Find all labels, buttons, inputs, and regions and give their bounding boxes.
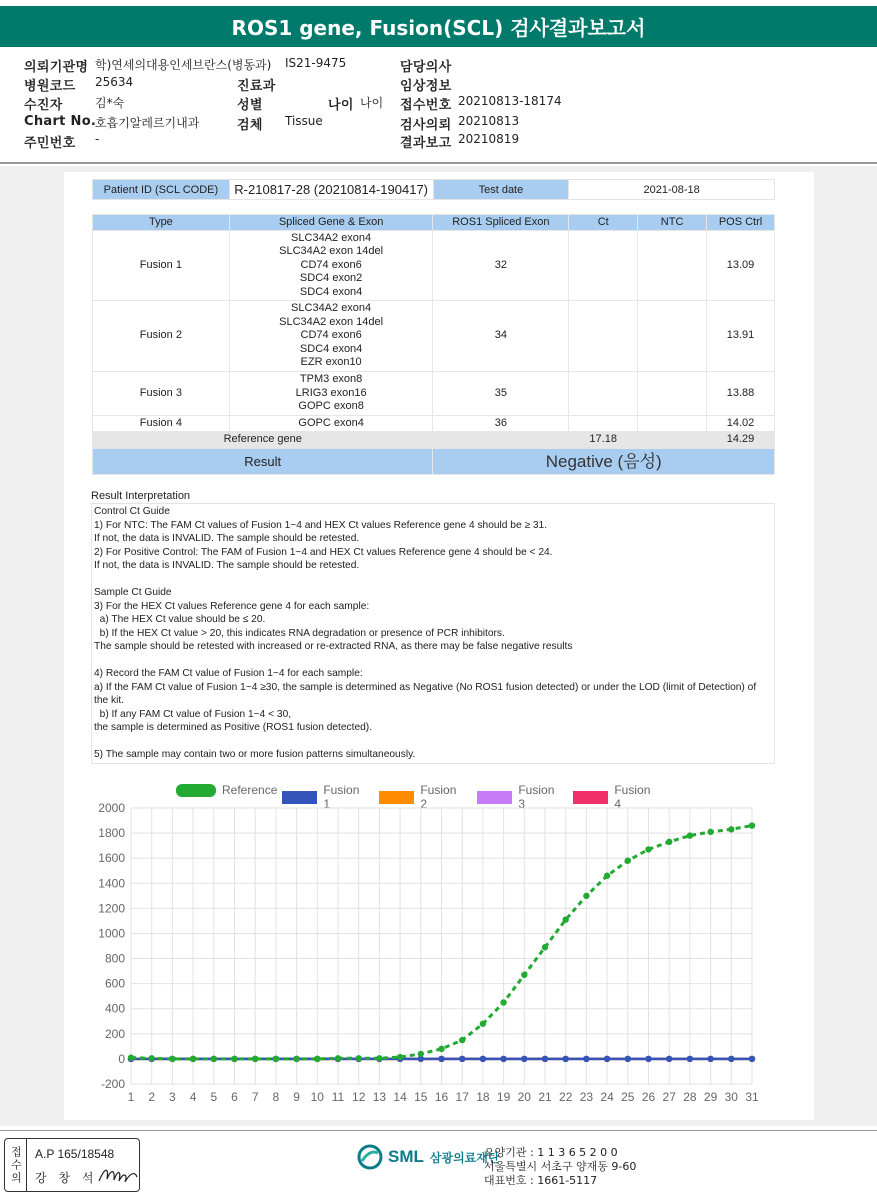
reference-ntc bbox=[638, 432, 707, 449]
data-point-reference bbox=[563, 916, 569, 922]
interp-line: 5) The sample may contain two or more fusion patterns simultaneously. bbox=[94, 749, 416, 760]
table-row bbox=[93, 416, 775, 432]
x-tick-label: 13 bbox=[372, 1090, 387, 1104]
table-row bbox=[93, 301, 775, 372]
institution-label: 의뢰기관명 bbox=[24, 60, 89, 75]
data-point-reference bbox=[335, 1055, 341, 1061]
department-label: 진료과 bbox=[237, 79, 276, 94]
y-tick-label: 2000 bbox=[98, 801, 125, 815]
interp-line: Control Ct Guide bbox=[94, 506, 170, 517]
gene-item: SLC34A2 exon 14del bbox=[279, 315, 384, 328]
x-tick-label: 18 bbox=[476, 1090, 490, 1104]
report-footer bbox=[0, 1130, 877, 1202]
x-tick-label: 1 bbox=[127, 1090, 135, 1104]
gene-item: EZR exon10 bbox=[300, 356, 362, 369]
gene-item: SLC34A2 exon 14del bbox=[279, 245, 384, 258]
row-ntc bbox=[638, 301, 707, 372]
data-point-fusion-1 bbox=[728, 1056, 734, 1062]
interp-line: b) If the HEX Ct value > 20, this indicates RNA degradation or presence of PCR inhibitors. bbox=[94, 627, 505, 639]
reference-label: Reference gene bbox=[93, 432, 433, 449]
row-type: Fusion 2 bbox=[93, 301, 230, 372]
x-tick-label: 8 bbox=[272, 1090, 280, 1104]
interp-line: If not, the data is INVALID. The sample should be retested. bbox=[94, 560, 360, 571]
reference-ct: 17.18 bbox=[569, 432, 638, 449]
x-tick-label: 15 bbox=[414, 1090, 428, 1104]
x-tick-label: 2 bbox=[148, 1090, 156, 1104]
reference-pos: 14.29 bbox=[707, 432, 775, 449]
row-ct bbox=[569, 301, 638, 372]
gene-item: GOPC exon4 bbox=[298, 416, 364, 429]
stamp-side-label: 접수의 bbox=[5, 1139, 27, 1191]
row-pos: 13.91 bbox=[707, 301, 775, 372]
specimen-value: Tissue bbox=[285, 114, 323, 128]
data-point-fusion-1 bbox=[521, 1056, 527, 1062]
row-genes bbox=[229, 301, 433, 372]
row-pos: 13.09 bbox=[707, 231, 775, 301]
row-ct bbox=[569, 416, 638, 432]
col-pos-ctrl: POS Ctrl bbox=[707, 215, 775, 231]
address-line: 서울특별시 서초구 양재동 9-60 bbox=[484, 1160, 637, 1173]
result-label: Result bbox=[93, 449, 433, 475]
interp-line: a) The HEX Ct value should be ≤ 20. bbox=[94, 614, 266, 625]
row-exon: 34 bbox=[433, 301, 569, 372]
col-type: Type bbox=[93, 215, 230, 231]
data-point-reference bbox=[521, 972, 527, 978]
legend-label: Fusion 2 bbox=[420, 783, 457, 811]
x-tick-label: 10 bbox=[310, 1090, 324, 1104]
legend-label: Fusion 3 bbox=[518, 783, 555, 811]
y-tick-label: 1600 bbox=[98, 851, 125, 866]
x-tick-label: 17 bbox=[455, 1090, 469, 1104]
interp-line: b) If any FAM Ct value of Fusion 1~4 < 30, bbox=[94, 708, 292, 720]
data-point-fusion-1 bbox=[604, 1056, 610, 1062]
id-label: 주민번호 bbox=[24, 136, 76, 151]
request-value: 20210813 bbox=[458, 114, 520, 128]
data-point-reference bbox=[645, 846, 651, 852]
x-tick-label: 7 bbox=[251, 1090, 259, 1104]
y-tick-label: 400 bbox=[104, 1001, 125, 1016]
sml-logo bbox=[356, 1143, 499, 1171]
data-point-reference bbox=[666, 839, 672, 845]
y-tick-label: 600 bbox=[104, 976, 125, 991]
data-point-fusion-1 bbox=[480, 1056, 486, 1062]
x-tick-label: 11 bbox=[331, 1090, 345, 1104]
row-type: Fusion 1 bbox=[93, 231, 230, 301]
data-point-reference bbox=[480, 1021, 486, 1027]
patient-value: 김*숙 bbox=[95, 96, 125, 110]
interp-line: If not, the data is INVALID. The sample should be retested. bbox=[94, 533, 360, 544]
y-tick-label: 1800 bbox=[98, 826, 125, 841]
logo-korean: 삼광의료재단 bbox=[429, 1150, 500, 1165]
data-point-reference bbox=[190, 1056, 196, 1062]
institution-address bbox=[484, 1146, 636, 1188]
row-pos: 13.88 bbox=[707, 372, 775, 416]
signature-icon bbox=[97, 1163, 139, 1187]
x-tick-label: 29 bbox=[703, 1090, 718, 1104]
interp-line: the sample is determined as Positive (ROS1 fusion detected). bbox=[94, 722, 373, 733]
x-tick-label: 23 bbox=[579, 1090, 594, 1104]
result-value: Negative (음성) bbox=[433, 449, 775, 475]
interp-line bbox=[94, 735, 772, 749]
sml-logo-icon bbox=[356, 1143, 384, 1171]
col-ros1-exon: ROS1 Spliced Exon bbox=[433, 215, 569, 231]
data-point-fusion-1 bbox=[583, 1056, 589, 1062]
institution-value: 학)연세의대용인세브란스(병동과) bbox=[95, 58, 272, 72]
y-tick-label: 800 bbox=[104, 951, 125, 966]
stamp-line-1: A.P 165/18548 bbox=[35, 1147, 115, 1161]
interp-line: Sample Ct Guide bbox=[94, 587, 172, 598]
test-date-value: 2021-08-18 bbox=[569, 180, 775, 200]
data-point-reference bbox=[542, 944, 548, 950]
gene-item: SLC34A2 exon4 bbox=[291, 302, 372, 315]
data-point-reference bbox=[356, 1055, 362, 1061]
row-genes bbox=[229, 416, 433, 432]
data-point-fusion-1 bbox=[687, 1056, 693, 1062]
age-value: 나이 bbox=[360, 96, 384, 110]
col-genes: Spliced Gene & Exon bbox=[229, 215, 433, 231]
gene-item: CD74 exon6 bbox=[300, 258, 362, 271]
result-row bbox=[93, 449, 775, 475]
y-tick-label: -200 bbox=[100, 1077, 125, 1091]
address-line: 요양기관 : 1 1 3 6 5 2 0 0 bbox=[484, 1146, 618, 1159]
data-point-reference bbox=[252, 1056, 258, 1062]
row-genes bbox=[229, 231, 433, 301]
data-point-reference bbox=[728, 826, 734, 832]
sex-label: 성별 bbox=[237, 98, 263, 113]
gene-item: SDC4 exon4 bbox=[299, 342, 363, 355]
data-point-reference bbox=[500, 999, 506, 1005]
interp-line: a) If the FAM Ct value of Fusion 1~4 ≥30, the sample is determined as Negative (No ROS1 fusion detected) or under the LOD (limit of Detection) of the kit. bbox=[94, 681, 757, 706]
x-tick-label: 25 bbox=[621, 1090, 635, 1104]
legend-swatch-reference bbox=[176, 784, 216, 797]
x-tick-label: 3 bbox=[169, 1090, 176, 1104]
data-point-reference bbox=[231, 1056, 237, 1062]
gene-item: GOPC exon8 bbox=[298, 400, 364, 413]
row-genes bbox=[229, 372, 433, 416]
x-tick-label: 20 bbox=[517, 1090, 531, 1104]
data-point-fusion-1 bbox=[542, 1056, 548, 1062]
data-point-reference bbox=[376, 1055, 382, 1061]
x-tick-label: 19 bbox=[496, 1090, 511, 1104]
x-tick-label: 14 bbox=[393, 1090, 407, 1104]
stamp-line-2: 강 창 석 bbox=[35, 1171, 98, 1185]
row-exon: 32 bbox=[433, 231, 569, 301]
legend-label: Fusion 4 bbox=[614, 783, 651, 811]
x-tick-label: 28 bbox=[683, 1090, 697, 1104]
data-point-reference bbox=[293, 1056, 299, 1062]
patient-label: 수진자 bbox=[24, 98, 63, 113]
x-tick-label: 24 bbox=[600, 1090, 614, 1104]
table-row bbox=[93, 231, 775, 301]
gene-item: CD74 exon6 bbox=[300, 329, 362, 342]
data-point-fusion-1 bbox=[749, 1056, 755, 1062]
legend-label: Fusion 1 bbox=[323, 783, 360, 811]
x-tick-label: 6 bbox=[231, 1090, 238, 1104]
chart-no-value: 호흡기알레르기내과 bbox=[95, 116, 200, 130]
amplification-chart bbox=[86, 800, 766, 1112]
gene-item: LRIG3 exon16 bbox=[295, 386, 367, 399]
interp-line: 4) Record the FAM Ct value of Fusion 1~4 for each sample: bbox=[94, 668, 363, 679]
x-tick-label: 30 bbox=[724, 1090, 738, 1104]
patient-id-label: Patient ID (SCL CODE) bbox=[93, 180, 230, 200]
patient-table bbox=[92, 179, 775, 200]
reference-row bbox=[93, 432, 775, 449]
row-ntc bbox=[638, 231, 707, 301]
report-date-value: 20210819 bbox=[458, 132, 520, 146]
id-value: - bbox=[95, 132, 100, 146]
col-ntc: NTC bbox=[638, 215, 707, 231]
data-point-fusion-1 bbox=[500, 1056, 506, 1062]
data-point-reference bbox=[211, 1056, 217, 1062]
row-type: Fusion 4 bbox=[93, 416, 230, 432]
x-tick-label: 27 bbox=[662, 1090, 676, 1104]
specimen-label: 검체 bbox=[237, 118, 263, 133]
table-row bbox=[93, 372, 775, 416]
test-date-label: Test date bbox=[433, 180, 569, 200]
results-header-row bbox=[93, 215, 775, 231]
data-point-reference bbox=[397, 1054, 403, 1060]
gene-item: TPM3 exon8 bbox=[299, 373, 363, 386]
x-tick-label: 9 bbox=[293, 1090, 300, 1104]
data-point-reference bbox=[149, 1055, 155, 1061]
data-point-reference bbox=[459, 1037, 465, 1043]
reception-label: 접수번호 bbox=[400, 98, 452, 113]
logo-text: SML bbox=[388, 1147, 424, 1166]
data-point-reference bbox=[604, 873, 610, 879]
x-tick-label: 22 bbox=[559, 1090, 573, 1104]
report-date-label: 결과보고 bbox=[400, 136, 452, 151]
y-tick-label: 1200 bbox=[98, 901, 125, 916]
legend-item-reference[interactable] bbox=[176, 783, 277, 797]
data-point-fusion-1 bbox=[563, 1056, 569, 1062]
address-line: 대표번호 : 1661-5117 bbox=[484, 1174, 598, 1187]
data-point-reference bbox=[583, 893, 589, 899]
patient-id-value: R-210817-28 (20210814-190417) bbox=[229, 180, 433, 200]
y-tick-label: 1000 bbox=[98, 926, 125, 941]
x-tick-label: 16 bbox=[434, 1090, 449, 1104]
data-point-fusion-1 bbox=[459, 1056, 465, 1062]
doctor-label: 담당의사 bbox=[400, 60, 452, 75]
data-point-reference bbox=[625, 857, 631, 863]
hospital-code-label: 병원코드 bbox=[24, 79, 76, 94]
row-ct bbox=[569, 231, 638, 301]
interp-line bbox=[94, 654, 772, 668]
reception-stamp bbox=[4, 1138, 140, 1192]
interp-line bbox=[94, 573, 772, 587]
interp-line: 3) For the HEX Ct values Reference gene 4 for each sample: bbox=[94, 600, 370, 612]
interp-line: 1) For NTC: The FAM Ct values of Fusion 1~4 and HEX Ct values Reference gene 4 should be ≥ 31. bbox=[94, 519, 548, 531]
data-point-reference bbox=[169, 1056, 175, 1062]
x-tick-label: 4 bbox=[189, 1090, 197, 1104]
row-ntc bbox=[638, 372, 707, 416]
row-pos: 14.02 bbox=[707, 416, 775, 432]
data-point-fusion-1 bbox=[666, 1056, 672, 1062]
results-table bbox=[92, 214, 775, 475]
row-ntc bbox=[638, 416, 707, 432]
data-point-reference bbox=[314, 1056, 320, 1062]
gene-item: SDC4 exon4 bbox=[299, 285, 363, 298]
interp-line: 2) For Positive Control: The FAM of Fusion 1~4 and HEX Ct values Reference gene 4 should be < 24. bbox=[94, 546, 553, 558]
data-point-fusion-1 bbox=[645, 1056, 651, 1062]
report-title: ROS1 gene, Fusion(SCL) 검사결과보고서 bbox=[0, 6, 877, 47]
hospital-code-value: 25634 bbox=[95, 75, 134, 89]
x-tick-label: 26 bbox=[641, 1090, 656, 1104]
interpretation-title: Result Interpretation bbox=[91, 490, 191, 502]
x-tick-label: 21 bbox=[538, 1090, 552, 1104]
institution-code: IS21-9475 bbox=[285, 56, 347, 70]
gene-item: SLC34A2 exon4 bbox=[291, 231, 372, 244]
data-point-reference bbox=[418, 1051, 424, 1057]
x-tick-label: 5 bbox=[210, 1090, 218, 1104]
row-exon: 35 bbox=[433, 372, 569, 416]
data-point-fusion-1 bbox=[625, 1056, 631, 1062]
data-point-fusion-1 bbox=[438, 1056, 444, 1062]
y-tick-label: 200 bbox=[104, 1026, 125, 1041]
report-header bbox=[0, 52, 877, 164]
row-type: Fusion 3 bbox=[93, 372, 230, 416]
gene-item: SDC4 exon2 bbox=[299, 272, 363, 285]
interp-line: The sample should be retested with increased or re-extracted RNA, as there may be false negative results bbox=[94, 641, 573, 652]
data-point-reference bbox=[707, 829, 713, 835]
data-point-reference bbox=[749, 822, 755, 828]
reference-exon bbox=[433, 432, 569, 449]
row-exon: 36 bbox=[433, 416, 569, 432]
data-point-reference bbox=[273, 1056, 279, 1062]
interpretation-box bbox=[91, 503, 775, 764]
data-point-reference bbox=[438, 1046, 444, 1052]
row-ct bbox=[569, 372, 638, 416]
data-point-reference bbox=[128, 1054, 134, 1060]
data-point-reference bbox=[687, 832, 693, 838]
age-label: 나이 bbox=[328, 98, 354, 113]
x-tick-label: 31 bbox=[745, 1090, 759, 1104]
data-point-fusion-1 bbox=[707, 1056, 713, 1062]
x-tick-label: 12 bbox=[352, 1090, 366, 1104]
y-tick-label: 1400 bbox=[98, 876, 125, 891]
y-tick-label: 0 bbox=[118, 1051, 125, 1066]
chart-no-label: Chart No. bbox=[24, 114, 97, 129]
legend-label: Reference bbox=[222, 783, 278, 797]
col-ct: Ct bbox=[569, 215, 638, 231]
request-label: 검사의뢰 bbox=[400, 118, 452, 133]
clinical-info-label: 임상정보 bbox=[400, 79, 452, 94]
reception-value: 20210813-18174 bbox=[458, 94, 562, 108]
